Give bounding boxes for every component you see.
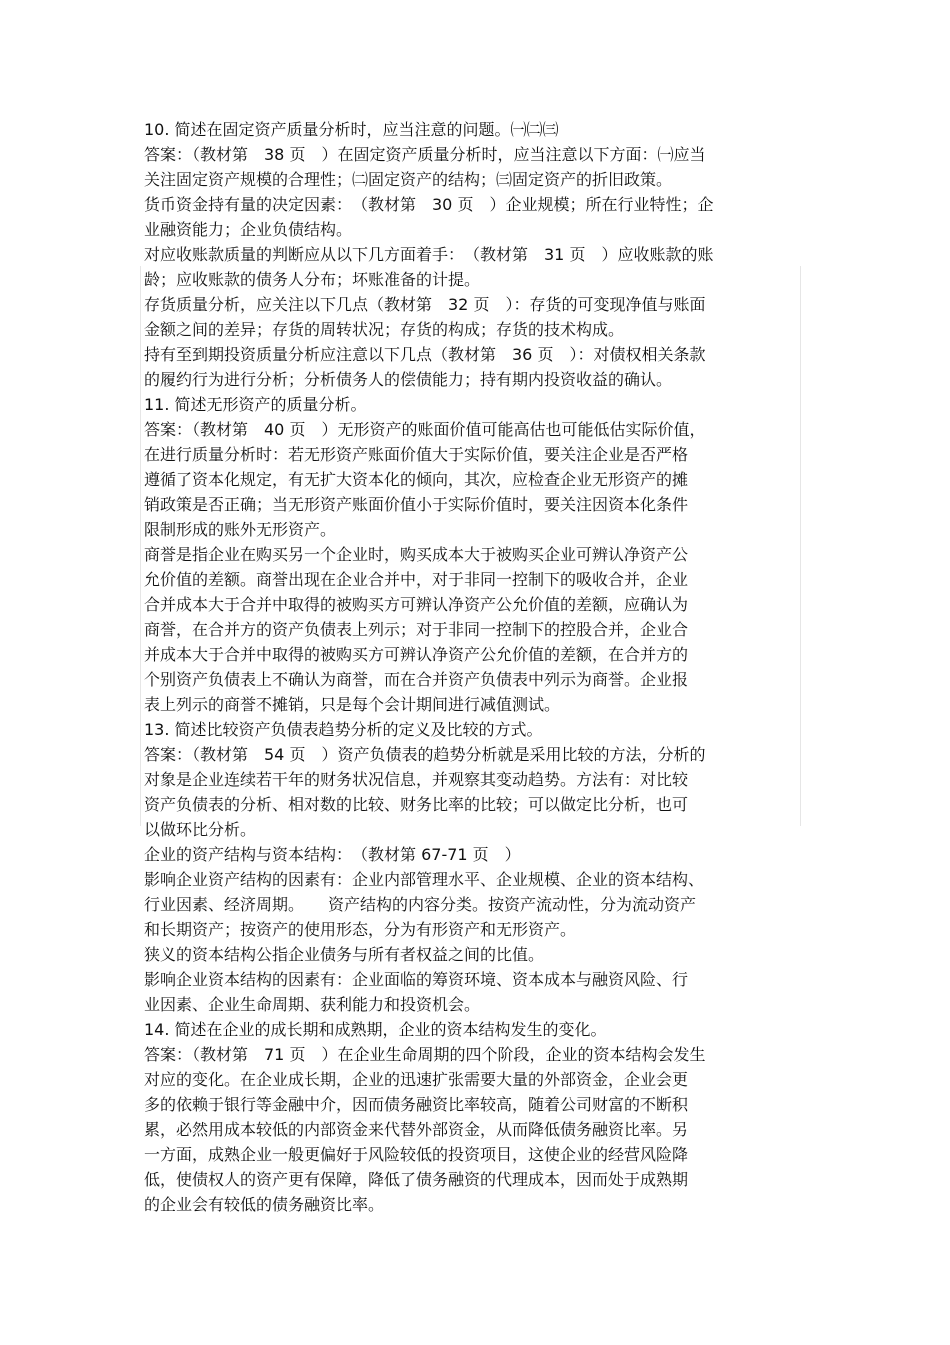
text-line: 和长期资产；按资产的使用形态，分为有形资产和无形资产。 <box>144 920 577 939</box>
text-line: 答案：（教材第 71 页 ）在企业生命周期的四个阶段，企业的资本结构会发生 <box>144 1045 706 1064</box>
text-line: 持有至到期投资质量分析应注意以下几点（教材第 36 页 ）：对债权相关条款 <box>144 345 706 364</box>
text-line: 狭义的资本结构公指企业债务与所有者权益之间的比值。 <box>144 945 545 964</box>
text-line: 答案：（教材第 38 页 ）在固定资产质量分析时，应当注意以下方面：㈠应当 <box>144 145 706 164</box>
text-line: 答案：（教材第 40 页 ）无形资产的账面价值可能高估也可能低估实际价值， <box>144 420 706 439</box>
text-line: 资产负债表的分析、相对数的比较、财务比率的比较；可以做定比分析，也可 <box>144 795 689 814</box>
text-line: 在进行质量分析时：若无形资产账面价值大于实际价值，要关注企业是否严格 <box>144 445 689 464</box>
text-line: 业融资能力；企业负债结构。 <box>144 220 353 239</box>
text-line: 金额之间的差异；存货的周转状况；存货的构成；存货的技术构成。 <box>144 320 625 339</box>
text-line: 以做环比分析。 <box>144 820 257 839</box>
frame-line-left <box>140 266 141 826</box>
text-line: 遵循了资本化规定，有无扩大资本化的倾向，其次，应检查企业无形资产的摊 <box>144 470 689 489</box>
text-line: 一方面，成熟企业一般更偏好于风险较低的投资项目，这使企业的经营风险降 <box>144 1145 689 1164</box>
text-line: 对应收账款质量的判断应从以下几方面着手： （教材第 31 页 ）应收账款的账 <box>144 245 714 264</box>
text-line: 并成本大于合并中取得的被购买方可辨认净资产公允价值的差额，在合并方的 <box>144 645 689 664</box>
text-line: 商誉是指企业在购买另一个企业时，购买成本大于被购买企业可辨认净资产公 <box>144 545 689 564</box>
text-line: 个别资产负债表上不确认为商誉，而在合并资产负债表中列示为商誉。企业报 <box>144 670 689 689</box>
text-line: 关注固定资产规模的合理性；㈡固定资产的结构；㈢固定资产的折旧政策。 <box>144 170 673 189</box>
text-line: 表上列示的商誉不摊销，只是每个会计期间进行减值测试。 <box>144 695 561 714</box>
text-line: 龄；应收账款的债务人分布；坏账准备的计提。 <box>144 270 481 289</box>
text-line: 业因素、企业生命周期、获利能力和投资机会。 <box>144 995 481 1014</box>
text-line: 影响企业资本结构的因素有：企业面临的筹资环境、资本成本与融资风险、行 <box>144 970 689 989</box>
text-line: 答案：（教材第 54 页 ）资产负债表的趋势分析就是采用比较的方法，分析的 <box>144 745 706 764</box>
text-line: 行业因素、经济周期。 资产结构的内容分类。按资产流动性，分为流动资产 <box>144 895 697 914</box>
text-line: 11. 简述无形资产的质量分析。 <box>144 395 367 414</box>
text-line: 14. 简述在企业的成长期和成熟期，企业的资本结构发生的变化。 <box>144 1020 607 1039</box>
text-line: 合并成本大于合并中取得的被购买方可辨认净资产公允价值的差额，应确认为 <box>144 595 689 614</box>
text-line: 销政策是否正确；当无形资产账面价值小于实际价值时，要关注因资本化条件 <box>144 495 689 514</box>
text-line: 企业的资产结构与资本结构： （教材第 67-71 页 ） <box>144 845 521 864</box>
text-line: 允价值的差额。商誉出现在企业合并中，对于非同一控制下的吸收合并，企业 <box>144 570 689 589</box>
text-line: 商誉，在合并方的资产负债表上列示；对于非同一控制下的控股合并，企业合 <box>144 620 689 639</box>
text-line: 13. 简述比较资产负债表趋势分析的定义及比较的方式。 <box>144 720 543 739</box>
text-line: 限制形成的账外无形资产。 <box>144 520 337 539</box>
text-line: 存货质量分析，应关注以下几点（教材第 32 页 ）：存货的可变现净值与账面 <box>144 295 706 314</box>
text-line: 的企业会有较低的债务融资比率。 <box>144 1195 385 1214</box>
text-line: 对象是企业连续若干年的财务状况信息，并观察其变动趋势。方法有：对比较 <box>144 770 689 789</box>
text-line: 累，必然用成本较低的内部资金来代替外部资金，从而降低债务融资比率。另 <box>144 1120 689 1139</box>
text-line: 10. 简述在固定资产质量分析时，应当注意的问题。㈠㈡㈢ <box>144 120 559 139</box>
text-line: 货币资金持有量的决定因素： （教材第 30 页 ）企业规模；所在行业特性；企 <box>144 195 714 214</box>
text-line: 多的依赖于银行等金融中介，因而债务融资比率较高，随着公司财富的不断积 <box>144 1095 689 1114</box>
text-line: 低，使债权人的资产更有保障，降低了债务融资的代理成本，因而处于成熟期 <box>144 1170 689 1189</box>
text-line: 的履约行为进行分析；分析债务人的偿债能力；持有期内投资收益的确认。 <box>144 370 673 389</box>
document-text-block <box>144 117 816 1217</box>
text-line: 对应的变化。在企业成长期，企业的迅速扩张需要大量的外部资金，企业会更 <box>144 1070 689 1089</box>
text-line: 影响企业资产结构的因素有：企业内部管理水平、企业规模、企业的资本结构、 <box>144 870 705 889</box>
